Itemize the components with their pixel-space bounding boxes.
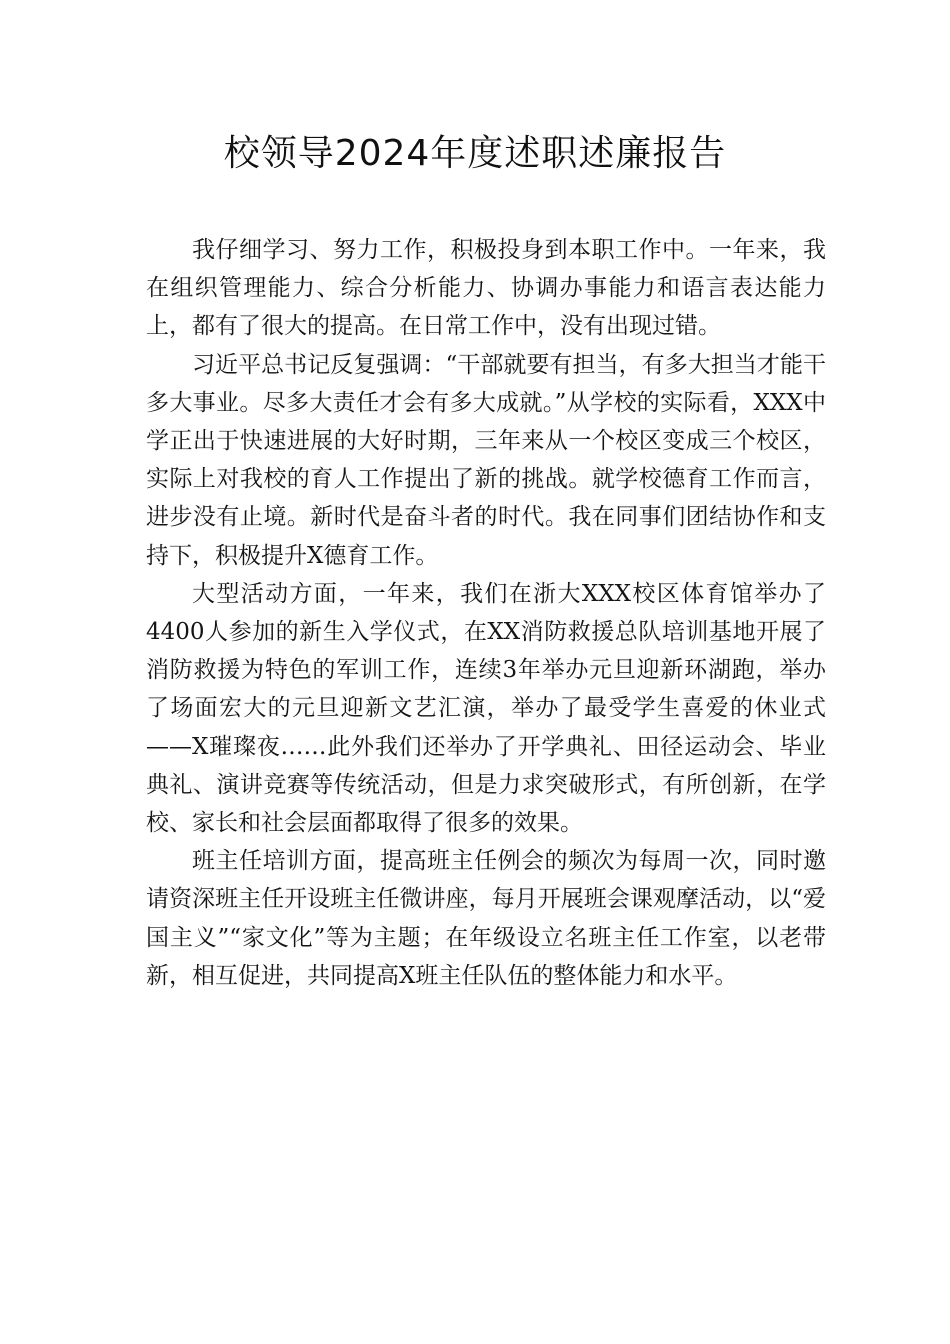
- document-title: 校领导2024年度述职述廉报告: [223, 133, 727, 174]
- paragraph-1: 我仔细学习、努力工作，积极投身到本职工作中。一年来，我在组织管理能力、综合分析能力、协调办事能力和语言表达能力上，都有了很大的提高。在日常工作中，没有出现过错。: [146, 237, 826, 340]
- paragraph-4: 班主任培训方面，提高班主任例会的频次为每周一次，同时邀请资深班主任开设班主任微讲座，每月开展班会课观摩活动，以“爱国主义”“家文化”等为主题；在年级设立名班主任工作室，以老带新，相互促进，共同提高X班主任队伍的整体能力和水平。: [146, 848, 826, 989]
- paragraph-2: 习近平总书记反复强调：“干部就要有担当，有多大担当才能干多大事业。尽多大责任才会有多大成就。”从学校的实际看，XXX中学正出于快速进展的大好时期，三年来从一个校区变成三个校区，实际上对我校的育人工作提出了新的挑战。就学校德育工作而言，进步没有止境。新时代是奋斗者的时代。我在同事们团结协作和支持下，积极提升X德育工作。: [146, 351, 826, 569]
- paragraph-3: 大型活动方面，一年来，我们在浙大XXX校区体育馆举办了4400人参加的新生入学仪式，在XX消防救援总队培训基地开展了消防救援为特色的军训工作，连续3年举办元旦迎新环湖跑，举办了场面宏大的元旦迎新文艺汇演，举办了最受学生喜爱的休业式——X璀璨夜……此外我们还举办了开学典礼、田径运动会、毕业典礼、演讲竞赛等传统活动，但是力求突破形式，有所创新，在学校、家长和社会层面都取得了很多的效果。: [146, 580, 826, 837]
- document-body: [146, 231, 826, 995]
